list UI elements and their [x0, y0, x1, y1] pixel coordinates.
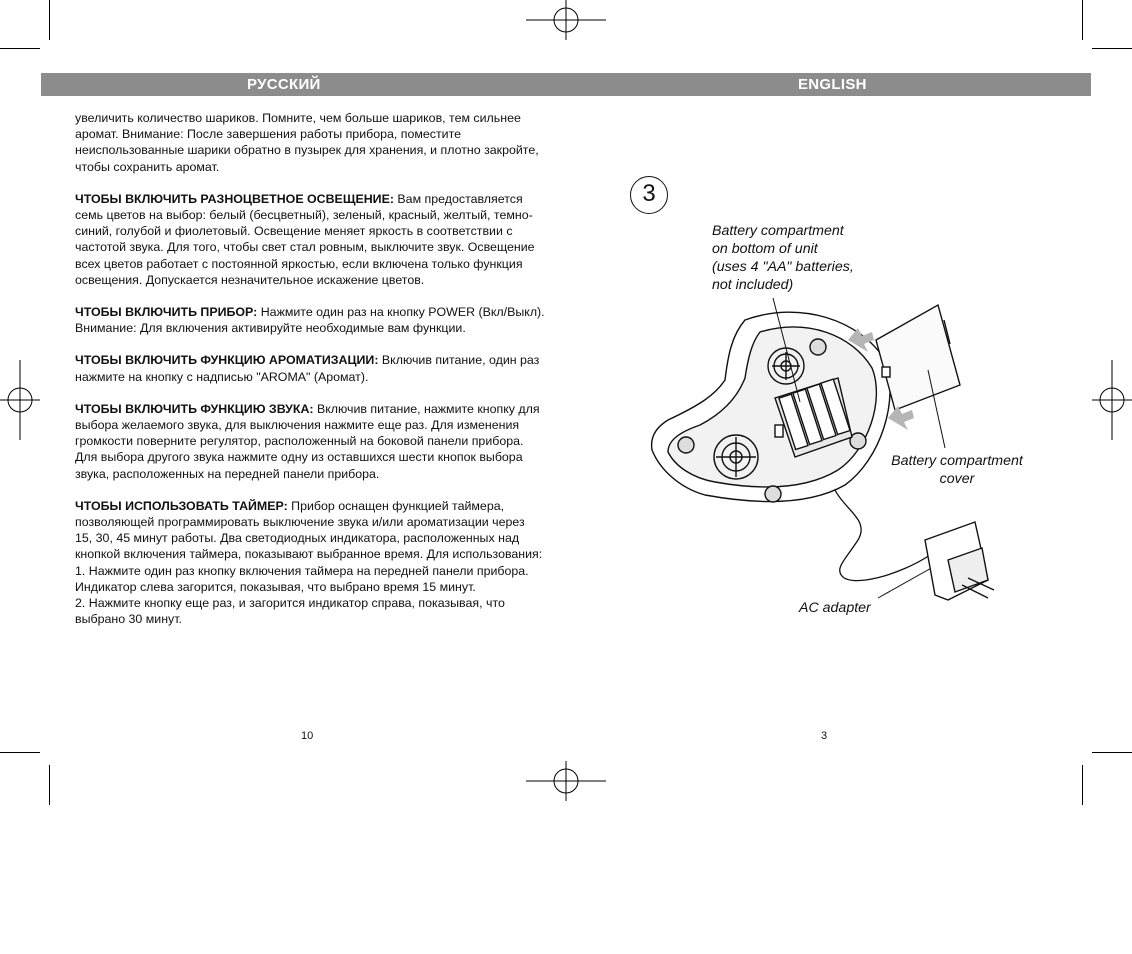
header-english: ENGLISH: [798, 76, 867, 93]
caption-battery-compartment: Battery compartment on bottom of unit (uses 4 "AA" batteries, not included): [712, 223, 854, 293]
heading-power: ЧТОБЫ ВКЛЮЧИТЬ ПРИБОР:: [75, 305, 258, 320]
timer-step-2: 2. Нажмите кнопку еще раз, и загорится индикатор справа, показывая, что выбрано 30 минут.: [75, 596, 505, 627]
page-number-right: 3: [821, 730, 828, 742]
caption-ac-adapter: AC adapter: [799, 600, 871, 616]
heading-lighting: ЧТОБЫ ВКЛЮЧИТЬ РАЗНОЦВЕТНОЕ ОСВЕЩЕНИЕ:: [75, 191, 394, 206]
header-russian: РУССКИЙ: [247, 76, 321, 93]
heading-aroma: ЧТОБЫ ВКЛЮЧИТЬ ФУНКЦИЮ АРОМАТИЗАЦИИ:: [75, 353, 379, 368]
paragraph-power: ЧТОБЫ ВКЛЮЧИТЬ ПРИБОР: Нажмите один раз на кнопку POWER (Вкл/Выкл). Внимание: Для включения активируйте необходимые вам функции.: [75, 305, 545, 336]
paragraph-sound: ЧТОБЫ ВКЛЮЧИТЬ ФУНКЦИЮ ЗВУКА: Включив питание, нажмите кнопку для выбора желаемого звука, для выключения нажмите еще раз. Для изменения громкости поверните регулятор, расположенный на боковой панели прибора. Для выбора другого звука нажмите одну из оставшихся шести кнопок выбора звука, расположенных на передней панели прибора.: [75, 401, 540, 481]
step-number-badge: 3: [630, 176, 668, 214]
paragraph-timer: ЧТОБЫ ИСПОЛЬЗОВАТЬ ТАЙМЕР: Прибор оснащен функцией таймера, позволяющей программировать выключение звука и/или ароматизации через 15, 30, 45 минут работы. Два светодиодных индикатора, расположенных над кнопкой включения таймера, показывают выбранное время. Для использования:: [75, 498, 543, 562]
heading-sound: ЧТОБЫ ВКЛЮЧИТЬ ФУНКЦИЮ ЗВУКА:: [75, 401, 314, 416]
device-base-drawing: [652, 298, 994, 600]
paragraph-intro: увеличить количество шариков. Помните, чем больше шариков, тем сильнее аромат. Внимание: После завершения работы прибора, поместите неиспользованные шарики обратно в пузырек для хранения, и плотно закройте, чтобы сохранить аромат.: [75, 111, 539, 174]
timer-step-1: 1. Нажмите один раз кнопку включения таймера на передней панели прибора. Индикатор слева загорится, показывая, что выбрано время 15 минут.: [75, 563, 529, 594]
caption-battery-cover: Battery compartment cover: [891, 453, 1023, 487]
paragraph-aroma: ЧТОБЫ ВКЛЮЧИТЬ ФУНКЦИЮ АРОМАТИЗАЦИИ: Включив питание, один раз нажмите на кнопку с надписью "AROMA" (Аромат).: [75, 353, 540, 384]
heading-timer: ЧТОБЫ ИСПОЛЬЗОВАТЬ ТАЙМЕР:: [75, 498, 288, 513]
page-number-left: 10: [301, 730, 314, 742]
paragraph-lighting: ЧТОБЫ ВКЛЮЧИТЬ РАЗНОЦВЕТНОЕ ОСВЕЩЕНИЕ: Вам предоставляется семь цветов на выбор: белый (бесцветный), зеленый, красный, желтый, темно-синий, голубой и фиолетовый. Освещение меняет яркость в соответствии с частотой звука. Для того, чтобы свет стал ровным, выключите звук. Освещение всех цветов работает с постоянной яркостью, если включена только функция освещения. Допускается незначительное искажение цветов.: [75, 191, 535, 287]
